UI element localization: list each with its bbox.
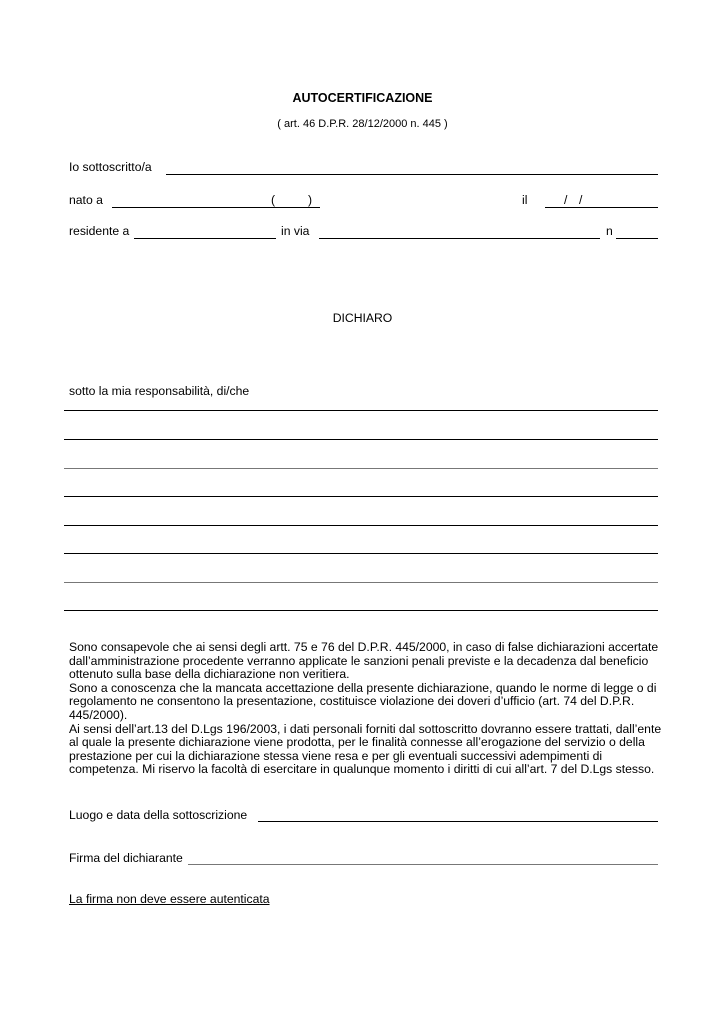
street-number-field[interactable] xyxy=(616,238,658,239)
declaration-line[interactable] xyxy=(64,439,658,440)
residence-city-field[interactable] xyxy=(134,238,276,239)
sottoscritto-label: Io sottoscritto/a xyxy=(69,160,152,174)
declaration-line[interactable] xyxy=(64,410,658,411)
sottoscritto-field[interactable] xyxy=(166,174,658,175)
declaration-line[interactable] xyxy=(64,582,658,583)
declaration-line[interactable] xyxy=(64,525,658,526)
notice-paragraph: Sono consapevole che ai sensi degli artt. 75 e 76 del D.P.R. 445/2000, in caso di false dichiarazioni accertate dall’amministrazione procedente verranno applicate le sanzioni penali previste e la decadenza dal beneficio ottenuto sulla base della dichiarazione non veritiera. xyxy=(69,640,659,682)
numero-label: n xyxy=(606,224,613,238)
date-separator-2: / xyxy=(579,193,583,207)
document-subtitle: ( art. 46 D.P.R. 28/12/2000 n. 445 ) xyxy=(277,118,448,130)
declaration-line[interactable] xyxy=(64,610,658,611)
declaration-line[interactable] xyxy=(64,553,658,554)
notice-paragraph: Ai sensi dell’art.13 del D.Lgs 196/2003, i dati personali forniti dal sottoscritto dovranno essere trattati, dall’ente al quale la presente dichiarazione viene prodotta, per le finalità connesse all’erogazione del servizio o della prestazione per cui la dichiarazione stessa viene resa e per gli eventuali successivi adempimenti di competenza. Mi riservo la facoltà di esercitare in qualunque momento i diritti di cui all’art. 7 del D.Lgs stesso. xyxy=(69,721,662,777)
street-field[interactable] xyxy=(319,238,600,239)
notice-paragraph: Sono a conoscenza che la mancata accettazione della presente dichiarazione, quando le norme di legge o di regolamento ne consentono la presentazione, costituisce violazione dei doveri d’ufficio (art. 74 del D.P.R. 445/2000). xyxy=(69,680,657,722)
birthplace-field[interactable] xyxy=(112,207,320,208)
luogo-data-field[interactable] xyxy=(258,821,658,822)
birthdate-field[interactable] xyxy=(545,207,658,208)
date-separator-1: / xyxy=(564,193,568,207)
document-title: AUTOCERTIFICAZIONE xyxy=(292,91,433,105)
declaration-heading: DICHIARO xyxy=(332,311,393,325)
signature-note: La firma non deve essere autenticata xyxy=(69,892,270,906)
residente-label: residente a xyxy=(69,224,130,238)
responsibility-label: sotto la mia responsabilità, di/che xyxy=(69,384,250,398)
il-label: il xyxy=(522,193,528,207)
province-close-paren: ) xyxy=(308,193,313,207)
declaration-line[interactable] xyxy=(64,496,658,497)
signature-field[interactable] xyxy=(188,864,658,865)
province-open-paren: ( xyxy=(271,193,276,207)
firma-label: Firma del dichiarante xyxy=(69,851,183,865)
via-label: in via xyxy=(281,224,310,238)
declaration-line[interactable] xyxy=(64,468,658,469)
nato-label: nato a xyxy=(69,193,103,207)
luogo-data-label: Luogo e data della sottoscrizione xyxy=(69,808,248,822)
legal-notice xyxy=(69,641,669,777)
